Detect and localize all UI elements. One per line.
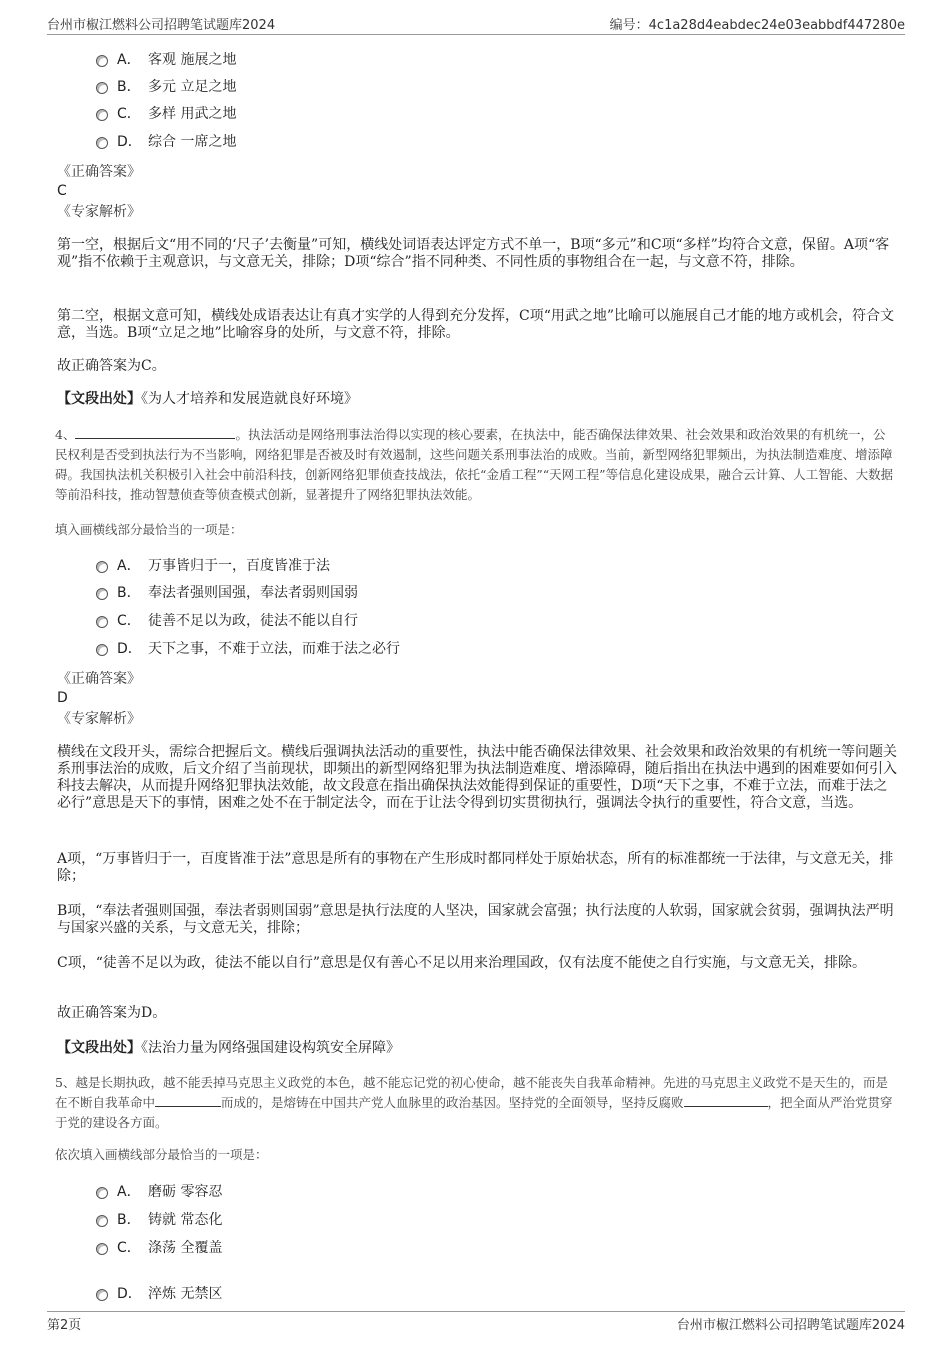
option-text: 多元 立足之地 <box>148 79 237 95</box>
header-title: 台州市椒江燃料公司招聘笔试题库2024 <box>47 18 276 33</box>
option-text: 淬炼 无禁区 <box>148 1286 223 1302</box>
option-text: 铸就 常态化 <box>148 1212 223 1228</box>
question-text: 。执法活动是网络刑事法治得以实现的核心要素，在执法中，能否确保法律效果、社会效果和政治效果的有机统一，公民权利是否受到执法行为不当影响，网络犯罪是否被及时有效遏制，这些问题关系刑事法治的成败。当前，新型网络犯罪频出，为执法制造难度、增添障碍。我国执法机关积极引入社会中前沿科技，创新网络犯罪侦查技战法，依托“金盾工程”“天网工程”等信息化建设成果，融合云计算、人工智能、大数据等前沿科技，推动智慧侦查等侦查模式创新，显著提升了网络犯罪执法效能。 <box>55 427 894 502</box>
option-letter: C． <box>117 1240 141 1256</box>
option-text: 综合 一席之地 <box>148 134 237 150</box>
radio-icon[interactable] <box>96 616 108 628</box>
analysis-label: 《专家解析》 <box>57 711 141 727</box>
option-letter: A． <box>117 52 141 68</box>
option-text: 涤荡 全覆盖 <box>148 1240 223 1256</box>
option-letter: A． <box>117 558 141 574</box>
analysis-paragraph: C项，“徒善不足以为政，徒法不能以自行”意思是仅有善心不足以用来治理国政，仅有法度不能使之自行实施，与文意无关，排除。 <box>57 955 867 971</box>
source-prefix: 【文段出处】 <box>57 1040 141 1056</box>
option-text: 天下之事，不难于立法，而难于法之必行 <box>148 641 400 657</box>
question-text-b: 而成的，是熔铸在中国共产党人血脉里的政治基因。坚持党的全面领导，坚持反腐败 <box>221 1095 684 1110</box>
option-text: 客观 施展之地 <box>148 52 237 68</box>
question-prompt: 依次填入画横线部分最恰当的一项是： <box>55 1147 268 1162</box>
answer-label: 《正确答案》 <box>57 671 141 687</box>
radio-icon[interactable] <box>96 1187 108 1199</box>
source-title: 《为人才培养和发展造就良好环境》 <box>141 391 358 407</box>
option-letter: B． <box>117 79 141 95</box>
analysis-label: 《专家解析》 <box>57 204 141 220</box>
footer-title: 台州市椒江燃料公司招聘笔试题库2024 <box>676 1318 905 1333</box>
question-prompt: 填入画横线部分最恰当的一项是： <box>55 522 243 537</box>
question-text-c: ，把全面从严治党贯穿于党的建设各方面。 <box>55 1095 893 1130</box>
radio-icon[interactable] <box>96 1215 108 1227</box>
analysis-paragraph: A项，“万事皆归于一，百度皆准于法”意思是所有的事物在产生形成时都同样处于原始状态，所有的标准都统一于法律，与文意无关，排除； <box>57 851 894 884</box>
option-letter: B． <box>117 1212 141 1228</box>
answer-label: 《正确答案》 <box>57 164 141 180</box>
option-text: 万事皆归于一，百度皆准于法 <box>148 558 330 574</box>
analysis-paragraph: 第一空，根据后文“用不同的‘尺子’去衡量”可知，横线处词语表达评定方式不单一，B项“多元”和C项“多样”均符合文意，保留。A项“客观”指不依赖于主观意识，与文意无关，排除；D项“综合”指不同种类、不同性质的事物组合在一起，与文意不符，排除。 <box>57 237 890 270</box>
option-letter: C． <box>117 613 141 629</box>
radio-icon[interactable] <box>96 588 108 600</box>
radio-icon[interactable] <box>96 137 108 149</box>
page-footer <box>47 1311 905 1334</box>
answer-value: D <box>57 690 68 706</box>
blank-line <box>155 1093 221 1107</box>
option-letter: B． <box>117 585 141 601</box>
radio-icon[interactable] <box>96 1289 108 1301</box>
blank-line <box>75 425 235 439</box>
option-letter: D． <box>117 1286 142 1302</box>
source-title: 《法治力量为网络强国建设构筑安全屏障》 <box>141 1040 400 1056</box>
analysis-paragraph: 横线在文段开头，需综合把握后文。横线后强调执法活动的重要性，执法中能否确保法律效果、社会效果和政治效果的有机统一等问题关系刑事法治的成败，后文介绍了当前现状，即频出的新型网络犯罪为执法制造难度、增添障碍，随后指出在执法中遇到的困难要如何引入科技去解决，从而提升网络犯罪执法效能，故文段意在指出确保执法效能得到保证的重要性，D项“天下之事，不难于立法，而难于法之必行”意思是天下的事情，困难之处不在于制定法令，而在于让法令得到切实贯彻执行，强调法令执行的重要性，符合文意，当选。 <box>57 744 897 811</box>
question-text-a: 5、越是长期执政，越不能丢掉马克思主义政党的本色，越不能忘记党的初心使命，越不能丧失自我革命精神。先进的马克思主义政党不是天生的，而是在不断自我革命中 <box>55 1075 888 1110</box>
page-header <box>47 14 905 35</box>
analysis-paragraph: 第二空，根据文意可知，横线处成语表达让有真才实学的人得到充分发挥，C项“用武之地”比喻可以施展自己才能的地方或机会，符合文意，当选。B项“立足之地”比喻容身的处所，与文意不符，排除。 <box>57 308 895 341</box>
option-letter: C． <box>117 106 141 122</box>
source-line <box>57 391 897 408</box>
page-number: 第2页 <box>47 1318 82 1333</box>
option-letter: D． <box>117 641 142 657</box>
document-id: 编号：4c1a28d4eabdec24e03eabbdf447280e <box>609 18 905 33</box>
analysis-conclusion: 故正确答案为C。 <box>57 358 166 374</box>
option-text: 奉法者强则国强，奉法者弱则国弱 <box>148 585 358 601</box>
radio-icon[interactable] <box>96 55 108 67</box>
option-text: 磨砺 零容忍 <box>148 1184 223 1200</box>
radio-icon[interactable] <box>96 1243 108 1255</box>
option-text: 多样 用武之地 <box>148 106 237 122</box>
analysis-conclusion: 故正确答案为D。 <box>57 1005 167 1021</box>
blank-line <box>684 1093 768 1107</box>
question-stem <box>55 425 897 505</box>
option-letter: A． <box>117 1184 141 1200</box>
radio-icon[interactable] <box>96 109 108 121</box>
option-letter: D． <box>117 134 142 150</box>
radio-icon[interactable] <box>96 561 108 573</box>
question-number: 4、 <box>55 427 76 442</box>
option-text: 徒善不足以为政，徒法不能以自行 <box>148 613 358 629</box>
radio-icon[interactable] <box>96 82 108 94</box>
source-prefix: 【文段出处】 <box>57 391 141 407</box>
source-line <box>57 1040 897 1057</box>
analysis-paragraph: B项，“奉法者强则国强，奉法者弱则国弱”意思是执行法度的人坚决，国家就会富强；执行法度的人软弱，国家就会贫弱，强调执法严明与国家兴盛的关系，与文意无关，排除； <box>57 903 894 936</box>
radio-icon[interactable] <box>96 644 108 656</box>
question-stem <box>55 1073 897 1133</box>
answer-value: C <box>57 183 67 199</box>
